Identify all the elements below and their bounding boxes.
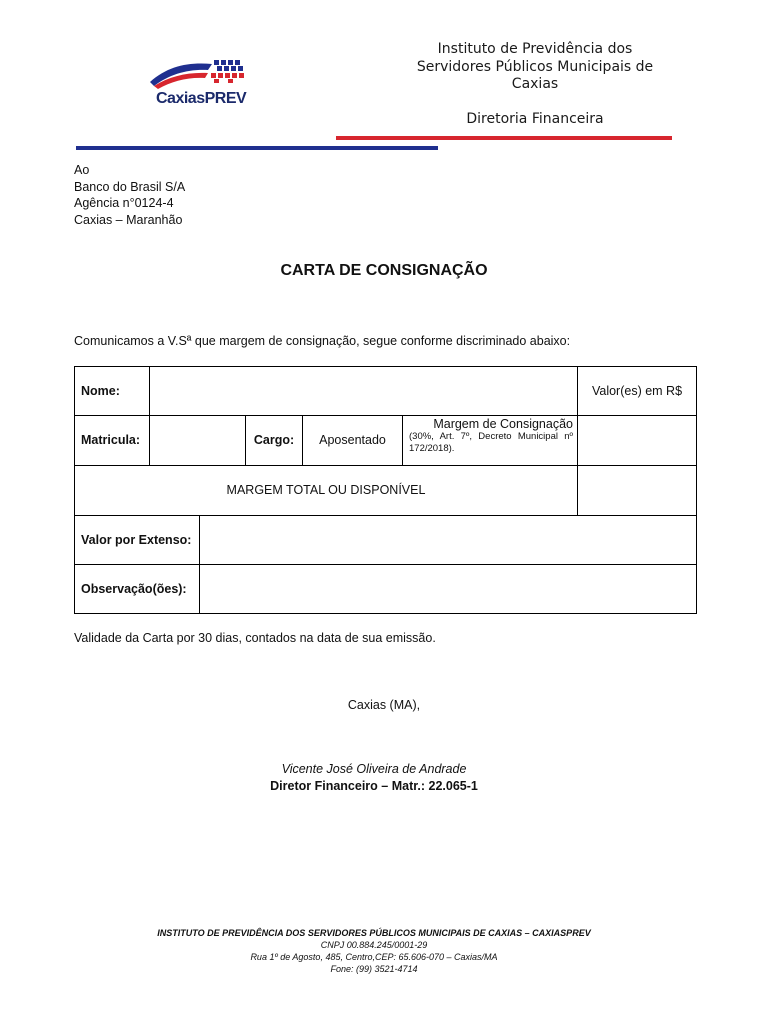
addressee-line: Caxias – Maranhão bbox=[74, 212, 183, 227]
observacoes-field[interactable] bbox=[200, 564, 696, 613]
addressee-block bbox=[74, 162, 185, 228]
addressee-line: Banco do Brasil S/A bbox=[74, 179, 186, 194]
footer-institution: INSTITUTO DE PREVIDÊNCIA DOS SERVIDORES PÚBLICOS MUNICIPAIS DE CAXIAS – CAXIASPREV bbox=[157, 928, 591, 938]
addressee-line: Agência n°0124-4 bbox=[74, 196, 174, 210]
matricula-label: Matricula: bbox=[81, 433, 141, 447]
margem-consignacao-label: Margem de Consignação bbox=[433, 417, 573, 431]
department-name: Diretoria Financeira bbox=[466, 111, 604, 127]
margem-total-value[interactable] bbox=[578, 465, 696, 515]
consignment-form-table bbox=[74, 366, 697, 614]
intro-paragraph: Comunicamos a V.Sª que margem de consignação, segue conforme discriminado abaixo: bbox=[74, 334, 571, 348]
col-divider bbox=[402, 415, 403, 465]
valor-extenso-field[interactable] bbox=[200, 515, 696, 564]
institution-line: Instituto de Previdência dos bbox=[437, 41, 633, 57]
valor-extenso-label: Valor por Extenso: bbox=[81, 532, 192, 547]
margem-total-label: MARGEM TOTAL OU DISPONÍVEL bbox=[226, 483, 426, 497]
institution-line: Servidores Públicos Municipais de bbox=[416, 58, 654, 75]
nome-label: Nome: bbox=[81, 384, 120, 398]
validity-note: Validade da Carta por 30 dias, contados na data de sua emissão. bbox=[74, 631, 436, 645]
signatory-role: Diretor Financeiro – Matr.: 22.065-1 bbox=[270, 779, 478, 793]
red-divider bbox=[336, 136, 672, 140]
cargo-label: Cargo: bbox=[253, 433, 295, 447]
valores-header: Valor(es) em R$ bbox=[591, 384, 683, 398]
logo-wordmark: CaxiasPREV bbox=[156, 90, 247, 107]
institution-name bbox=[380, 41, 690, 94]
cargo-value: Aposentado bbox=[319, 433, 386, 447]
footer-address: Rua 1º de Agosto, 485, Centro,CEP: 65.606-070 – Caxias/MA bbox=[250, 952, 498, 962]
observacoes-label: Observação(ões): bbox=[81, 581, 187, 596]
matricula-field[interactable] bbox=[150, 415, 245, 465]
margem-consignacao-note: (30%, Art. 7º, Decreto Municipal nº 172/2018). bbox=[409, 431, 573, 454]
document-title: CARTA DE CONSIGNAÇÃO bbox=[280, 262, 488, 279]
addressee-line: Ao bbox=[74, 163, 90, 177]
footer-phone: Fone: (99) 3521-4714 bbox=[330, 964, 418, 974]
signatory-name: Vicente José Oliveira de Andrade bbox=[281, 762, 467, 776]
blue-divider bbox=[76, 146, 438, 150]
city-date-line: Caxias (MA), bbox=[347, 698, 421, 712]
footer-cnpj: CNPJ 00.884.245/0001-29 bbox=[320, 940, 428, 950]
margem-consignacao-value[interactable] bbox=[578, 415, 696, 465]
nome-field[interactable] bbox=[150, 367, 577, 415]
margem-consignacao-cell bbox=[409, 417, 573, 463]
institution-line: Caxias bbox=[511, 76, 559, 92]
page-footer bbox=[0, 927, 748, 975]
